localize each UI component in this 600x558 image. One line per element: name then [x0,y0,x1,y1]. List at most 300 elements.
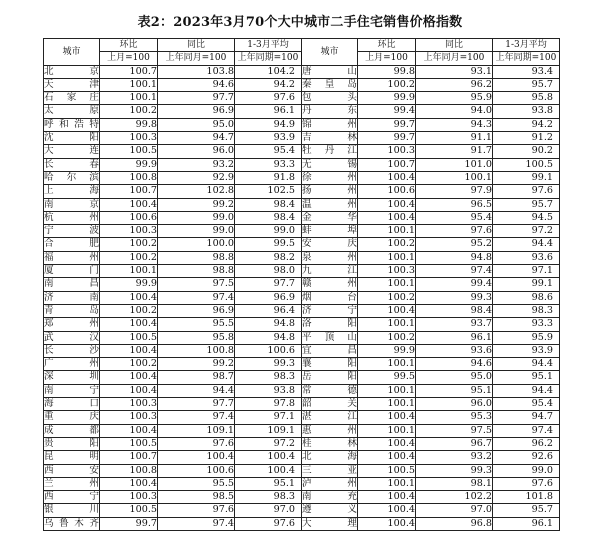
yoy-value: 94.7 [158,132,235,145]
mom-value: 100.5 [100,437,158,450]
yoy-value: 109.1 [158,424,235,437]
ytd-value: 93.8 [493,105,560,118]
city-name: 厦门 [44,265,99,277]
yoy-value: 95.0 [416,371,493,384]
ytd-value: 91.8 [235,171,302,184]
yoy-value: 100.4 [158,451,235,464]
mom-value: 99.5 [358,371,416,384]
city-name: 沈阳 [44,132,99,144]
city-name: 呼和浩特 [44,118,99,130]
mom-value: 100.3 [100,411,158,424]
yoy-value: 100.0 [158,238,235,251]
ytd-value: 97.8 [235,398,302,411]
ytd-value: 95.7 [493,198,560,211]
header-mom-base: 上月=100 [100,52,158,65]
city-name: 锦州 [302,118,357,130]
table-body [44,65,560,530]
ytd-value: 99.1 [493,278,560,291]
ytd-value: 94.5 [493,211,560,224]
city-name: 洛阳 [302,318,357,330]
city-name: 武汉 [44,331,99,343]
yoy-value: 97.4 [158,411,235,424]
mom-value: 100.7 [358,158,416,171]
city-name: 金华 [302,211,357,223]
mom-value: 100.2 [358,78,416,91]
yoy-value: 102.2 [416,491,493,504]
city-name: 无锡 [302,158,357,170]
yoy-value: 97.0 [416,504,493,517]
table-row [44,65,560,78]
city-name: 海口 [44,398,99,410]
header-ytd-base: 上年同期=100 [235,52,302,65]
city-name: 石家庄 [44,92,99,104]
city-name: 乌鲁木齐 [44,517,99,529]
yoy-value: 96.9 [158,304,235,317]
mom-value: 100.4 [358,171,416,184]
yoy-value: 98.7 [158,371,235,384]
mom-value: 100.1 [358,398,416,411]
table-row [44,384,560,397]
mom-value: 100.7 [100,185,158,198]
mom-value: 100.3 [100,398,158,411]
city-name: 济南 [44,291,99,303]
table-title: 表2：2023年3月70个大中城市二手住宅销售价格指数 [137,15,463,30]
ytd-value: 98.6 [493,291,560,304]
ytd-value: 90.2 [493,145,560,158]
ytd-value: 97.6 [235,92,302,105]
mom-value: 100.2 [100,238,158,251]
city-name: 南充 [302,491,357,503]
city-name: 包头 [302,92,357,104]
yoy-value: 99.3 [416,291,493,304]
mom-value: 100.2 [100,251,158,264]
mom-value: 99.9 [100,158,158,171]
city-name: 遵义 [302,504,357,516]
header-city: 城市 [44,39,100,66]
yoy-value: 91.1 [416,132,493,145]
table-row [44,371,560,384]
city-name: 泉州 [302,251,357,263]
city-name: 九江 [302,265,357,277]
mom-value: 100.1 [358,424,416,437]
yoy-value: 102.8 [158,185,235,198]
table-row [44,424,560,437]
ytd-value: 93.8 [235,384,302,397]
ytd-value: 94.8 [235,318,302,331]
city-name: 青岛 [44,304,99,316]
city-name: 福州 [44,251,99,263]
yoy-value: 96.0 [158,145,235,158]
ytd-value: 94.2 [493,118,560,131]
mom-value: 100.4 [100,318,158,331]
city-name: 吉林 [302,132,357,144]
yoy-value: 92.9 [158,171,235,184]
table-row [44,78,560,91]
ytd-value: 96.4 [235,304,302,317]
header-mom: 环比 [358,39,416,52]
yoy-value: 95.3 [416,411,493,424]
ytd-value: 93.9 [493,344,560,357]
yoy-value: 97.6 [158,504,235,517]
yoy-value: 96.8 [416,517,493,530]
mom-value: 100.4 [100,384,158,397]
city-name: 贵阳 [44,437,99,449]
yoy-value: 97.5 [416,424,493,437]
city-name: 惠州 [302,424,357,436]
ytd-value: 97.1 [493,265,560,278]
ytd-value: 95.4 [493,398,560,411]
ytd-value: 95.1 [235,477,302,490]
mom-value: 100.1 [358,251,416,264]
city-name: 泸州 [302,477,357,489]
mom-value: 100.4 [358,198,416,211]
yoy-value: 91.7 [416,145,493,158]
mom-value: 100.4 [100,371,158,384]
city-name: 蚌埠 [302,225,357,237]
mom-value: 100.4 [358,411,416,424]
header-yoy: 同比 [158,39,235,52]
city-name: 唐山 [302,65,357,77]
mom-value: 100.7 [100,65,158,78]
city-name: 银川 [44,504,99,516]
mom-value: 100.1 [100,78,158,91]
ytd-value: 95.1 [493,371,560,384]
yoy-value: 95.8 [158,331,235,344]
table-row [44,158,560,171]
ytd-value: 94.8 [235,331,302,344]
yoy-value: 99.0 [158,211,235,224]
mom-value: 99.8 [100,118,158,131]
city-name: 大理 [302,517,357,529]
ytd-value: 97.4 [493,424,560,437]
mom-value: 100.1 [358,477,416,490]
table-row [44,92,560,105]
ytd-value: 99.0 [235,225,302,238]
city-name: 上海 [44,185,99,197]
mom-value: 99.8 [358,65,416,78]
city-name: 太原 [44,105,99,117]
city-name: 韶关 [302,398,357,410]
yoy-value: 93.6 [416,344,493,357]
city-name: 西安 [44,464,99,476]
city-name: 三亚 [302,464,357,476]
city-name: 赣州 [302,278,357,290]
table-row [44,451,560,464]
mom-value: 100.1 [358,384,416,397]
mom-value: 100.4 [100,424,158,437]
city-name: 西宁 [44,491,99,503]
header-ytd: 1-3月平均 [235,39,302,52]
mom-value: 100.2 [100,358,158,371]
yoy-value: 95.5 [158,477,235,490]
ytd-value: 99.5 [235,238,302,251]
yoy-value: 95.0 [158,118,235,131]
table-row [44,291,560,304]
mom-value: 99.9 [358,344,416,357]
yoy-value: 97.6 [158,437,235,450]
yoy-value: 99.3 [416,464,493,477]
ytd-value: 93.3 [235,158,302,171]
header-row-1 [44,39,560,52]
header-mom-base: 上月=100 [358,52,416,65]
mom-value: 100.5 [100,504,158,517]
ytd-value: 104.2 [235,65,302,78]
ytd-value: 98.3 [235,491,302,504]
table-row [44,344,560,357]
city-name: 南昌 [44,278,99,290]
mom-value: 100.4 [358,211,416,224]
ytd-value: 98.3 [493,304,560,317]
yoy-value: 96.9 [158,105,235,118]
mom-value: 100.4 [358,304,416,317]
yoy-value: 99.0 [158,225,235,238]
yoy-value: 97.6 [416,225,493,238]
yoy-value: 96.7 [416,437,493,450]
yoy-value: 99.2 [158,198,235,211]
yoy-value: 93.2 [416,451,493,464]
table-row [44,225,560,238]
table-row [44,304,560,317]
city-name: 平顶山 [302,331,357,343]
mom-value: 99.7 [358,132,416,145]
ytd-value: 95.7 [493,78,560,91]
city-name: 牡丹江 [302,145,357,157]
yoy-value: 98.4 [416,304,493,317]
mom-value: 100.6 [358,185,416,198]
city-name: 成都 [44,424,99,436]
mom-value: 100.1 [358,358,416,371]
ytd-value: 100.5 [493,158,560,171]
ytd-value: 100.6 [235,344,302,357]
table-row [44,331,560,344]
ytd-value: 96.2 [493,437,560,450]
mom-value: 100.4 [100,477,158,490]
ytd-value: 92.6 [493,451,560,464]
yoy-value: 93.2 [158,158,235,171]
header-yoy-base: 上年同月=100 [416,52,493,65]
ytd-value: 101.8 [493,491,560,504]
mom-value: 99.7 [100,517,158,530]
ytd-value: 96.1 [493,517,560,530]
city-name: 北京 [44,65,99,77]
city-name: 昆明 [44,451,99,463]
ytd-value: 96.1 [235,105,302,118]
yoy-value: 100.6 [158,464,235,477]
mom-value: 100.2 [100,304,158,317]
mom-value: 100.2 [100,105,158,118]
city-name: 天津 [44,78,99,90]
header-yoy-base: 上年同月=100 [158,52,235,65]
mom-value: 100.1 [358,278,416,291]
yoy-value: 95.5 [158,318,235,331]
yoy-value: 100.1 [416,171,493,184]
ytd-value: 97.2 [493,225,560,238]
mom-value: 100.2 [358,291,416,304]
yoy-value: 93.7 [416,318,493,331]
mom-value: 100.4 [358,437,416,450]
yoy-value: 97.7 [158,92,235,105]
yoy-value: 97.5 [158,278,235,291]
ytd-value: 97.1 [235,411,302,424]
city-name: 丹东 [302,105,357,117]
mom-value: 100.4 [358,504,416,517]
ytd-value: 97.6 [235,517,302,530]
city-name: 宁波 [44,225,99,237]
city-name: 广州 [44,358,99,370]
yoy-value: 94.6 [158,78,235,91]
yoy-value: 94.0 [416,105,493,118]
table-row [44,278,560,291]
city-name: 兰州 [44,477,99,489]
table-row [44,318,560,331]
ytd-value: 100.4 [235,451,302,464]
table-row [44,105,560,118]
ytd-value: 94.4 [493,358,560,371]
mom-value: 100.1 [358,318,416,331]
ytd-value: 97.7 [235,278,302,291]
yoy-value: 98.1 [416,477,493,490]
city-name: 深圳 [44,371,99,383]
ytd-value: 91.2 [493,132,560,145]
city-name: 湛江 [302,411,357,423]
city-name: 南京 [44,198,99,210]
table-row [44,464,560,477]
ytd-value: 98.4 [235,211,302,224]
yoy-value: 103.8 [158,65,235,78]
ytd-value: 94.7 [493,411,560,424]
mom-value: 100.3 [358,265,416,278]
city-name: 长沙 [44,344,99,356]
yoy-value: 98.5 [158,491,235,504]
city-name: 杭州 [44,211,99,223]
mom-value: 100.5 [100,145,158,158]
yoy-value: 95.1 [416,384,493,397]
yoy-value: 93.1 [416,65,493,78]
ytd-value: 93.9 [235,132,302,145]
mom-value: 100.3 [100,225,158,238]
mom-value: 100.3 [100,491,158,504]
ytd-value: 99.0 [493,464,560,477]
ytd-value: 94.9 [235,118,302,131]
yoy-value: 97.4 [158,517,235,530]
yoy-value: 97.4 [416,265,493,278]
yoy-value: 99.2 [158,358,235,371]
yoy-value: 96.5 [416,198,493,211]
city-name: 大连 [44,145,99,157]
table-row [44,251,560,264]
ytd-value: 95.4 [235,145,302,158]
city-name: 秦皇岛 [302,78,357,90]
city-name: 常德 [302,384,357,396]
table-row [44,118,560,131]
mom-value: 99.9 [358,92,416,105]
ytd-value: 99.1 [493,171,560,184]
ytd-value: 100.4 [235,464,302,477]
city-name: 桂林 [302,437,357,449]
city-name: 合肥 [44,238,99,250]
mom-value: 100.2 [358,238,416,251]
ytd-value: 97.0 [235,504,302,517]
table-row [44,517,560,530]
city-name: 济宁 [302,304,357,316]
yoy-value: 97.7 [158,398,235,411]
yoy-value: 97.9 [416,185,493,198]
mom-value: 100.2 [358,331,416,344]
table-row [44,504,560,517]
city-name: 长春 [44,158,99,170]
mom-value: 100.1 [100,265,158,278]
mom-value: 100.3 [100,132,158,145]
ytd-value: 94.2 [235,78,302,91]
city-name: 温州 [302,198,357,210]
table-row [44,238,560,251]
mom-value: 99.9 [100,278,158,291]
mom-value: 100.4 [100,198,158,211]
yoy-value: 95.9 [416,92,493,105]
yoy-value: 94.8 [416,251,493,264]
mom-value: 100.4 [358,451,416,464]
yoy-value: 98.8 [158,265,235,278]
yoy-value: 95.2 [416,238,493,251]
yoy-value: 99.4 [416,278,493,291]
table-row [44,145,560,158]
header-city: 城市 [302,39,358,66]
table-row [44,398,560,411]
city-name: 烟台 [302,291,357,303]
mom-value: 100.4 [358,491,416,504]
yoy-value: 100.8 [158,344,235,357]
mom-value: 100.1 [100,92,158,105]
yoy-value: 98.8 [158,251,235,264]
mom-value: 100.8 [100,171,158,184]
table-row [44,437,560,450]
yoy-value: 96.2 [416,78,493,91]
mom-value: 99.4 [358,105,416,118]
mom-value: 100.5 [358,464,416,477]
mom-value: 100.1 [358,225,416,238]
mom-value: 100.4 [100,291,158,304]
yoy-value: 94.4 [158,384,235,397]
mom-value: 100.6 [100,211,158,224]
price-index-table [43,38,560,531]
ytd-value: 102.5 [235,185,302,198]
yoy-value: 94.6 [416,358,493,371]
table-row [44,211,560,224]
table-row [44,132,560,145]
header-mom: 环比 [100,39,158,52]
mom-value: 100.8 [100,464,158,477]
ytd-value: 99.3 [235,358,302,371]
ytd-value: 98.4 [235,198,302,211]
ytd-value: 95.8 [493,92,560,105]
city-name: 岳阳 [302,371,357,383]
table-row [44,185,560,198]
city-name: 宜昌 [302,344,357,356]
city-name: 哈尔滨 [44,171,99,183]
ytd-value: 98.3 [235,371,302,384]
city-name: 北海 [302,451,357,463]
mom-value: 100.3 [358,145,416,158]
yoy-value: 101.0 [416,158,493,171]
yoy-value: 94.3 [416,118,493,131]
mom-value: 99.7 [358,118,416,131]
ytd-value: 94.4 [493,384,560,397]
mom-value: 100.4 [100,344,158,357]
city-name: 徐州 [302,171,357,183]
table-row [44,171,560,184]
ytd-value: 95.9 [493,331,560,344]
mom-value: 100.7 [100,451,158,464]
